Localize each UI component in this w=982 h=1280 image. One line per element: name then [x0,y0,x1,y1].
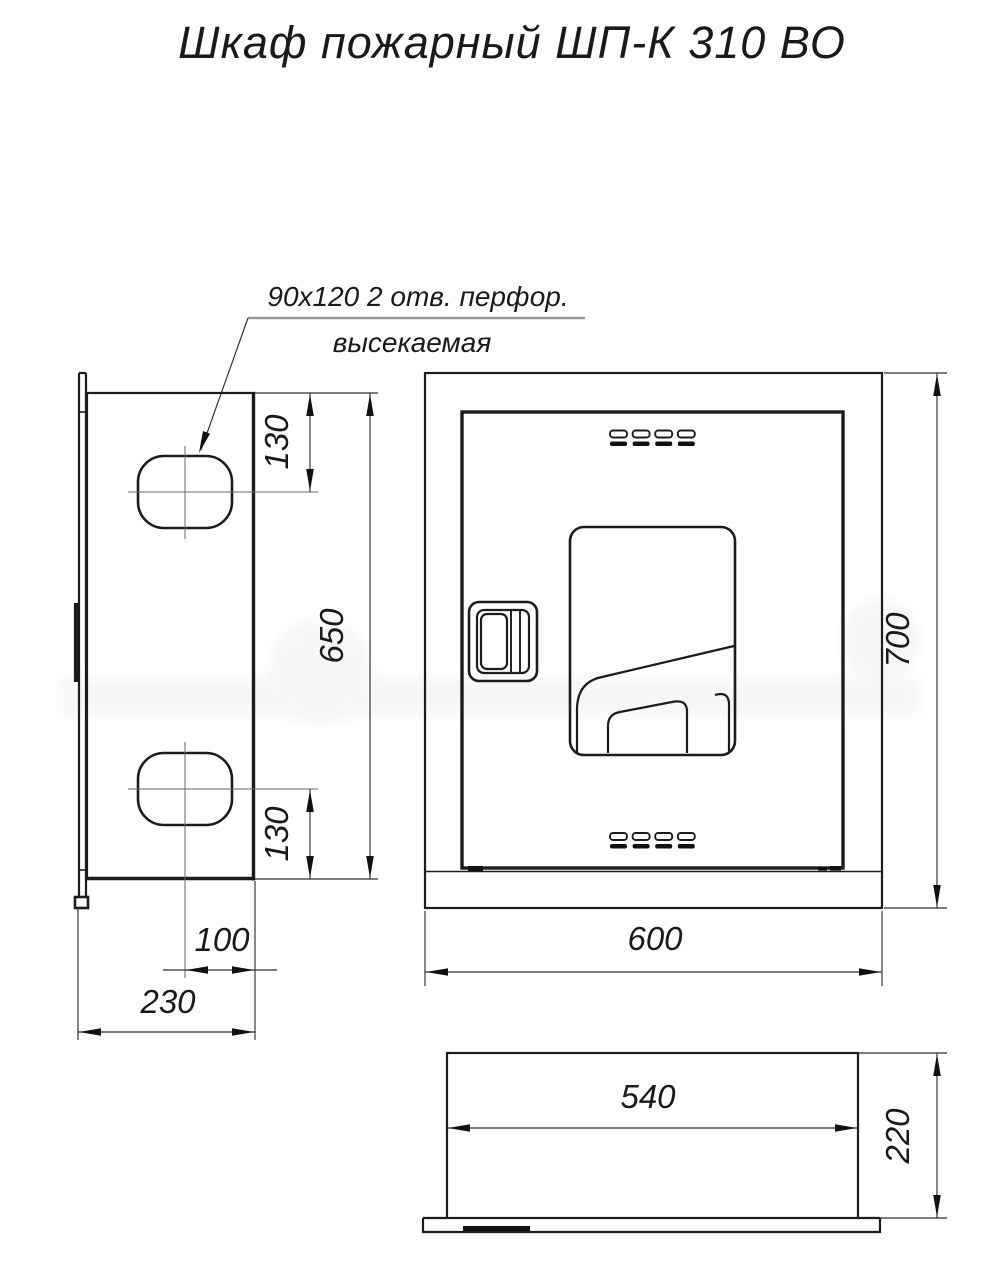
dim-label: 130 [258,414,295,470]
dim-label: 700 [879,612,916,668]
flange-weld-mark [463,1226,530,1231]
dim-label: 650 [313,608,350,664]
dim-label: 600 [627,920,683,957]
vent-slot [655,833,672,840]
vent-louver [655,844,672,849]
vent-slot [633,833,650,840]
vent-slot [633,431,650,438]
vent-louver [678,442,695,447]
dim-side-hole-center-offset [163,921,277,974]
vent-grille-bottom [610,833,695,849]
dim-front-height [879,373,947,908]
vent-slot [678,833,695,840]
dim-front-width [425,911,882,986]
dim-label: 540 [620,1078,676,1115]
page-title: Шкаф пожарный ШП-К 310 ВО [178,17,846,68]
door-handle [469,602,537,681]
dim-label: 130 [258,806,295,862]
hinge-mark-left [468,866,483,871]
leader-line [201,318,248,450]
bottom-view [423,1053,947,1232]
window-glass [570,527,735,755]
dim-side-height [313,393,374,879]
bottom-flange [423,1218,880,1232]
callout-text-line2: высекаемая [332,327,492,358]
vent-slot [610,431,627,438]
vent-louver [633,844,650,849]
dim-bottom-width [447,1078,858,1132]
vent-slot [655,431,672,438]
watermark [60,600,920,724]
callout-text-line1: 90x120 2 отв. перфор. [267,281,569,312]
cabinet-outer-frame [425,373,882,908]
flange-end-cap [75,897,88,908]
dim-bottom-depth [879,1053,941,1218]
vent-grille-top [610,431,695,447]
dim-side-depth [78,983,255,1036]
dim-label: 100 [194,921,250,958]
dim-side-top-hole-offset [258,393,314,492]
vent-louver [678,844,695,849]
vent-louver [610,442,627,447]
vent-louver [610,844,627,849]
leader-arrow [195,431,210,454]
dim-label: 230 [140,983,196,1020]
hinge-mark-right-1 [818,867,827,871]
dim-label: 220 [879,1108,916,1164]
vent-louver [633,442,650,447]
door-window [570,527,735,755]
vent-slot [678,431,695,438]
hinge-mark-right-2 [830,866,841,871]
vent-louver [655,442,672,447]
dim-side-bottom-hole-offset [258,789,314,879]
vent-slot [610,833,627,840]
